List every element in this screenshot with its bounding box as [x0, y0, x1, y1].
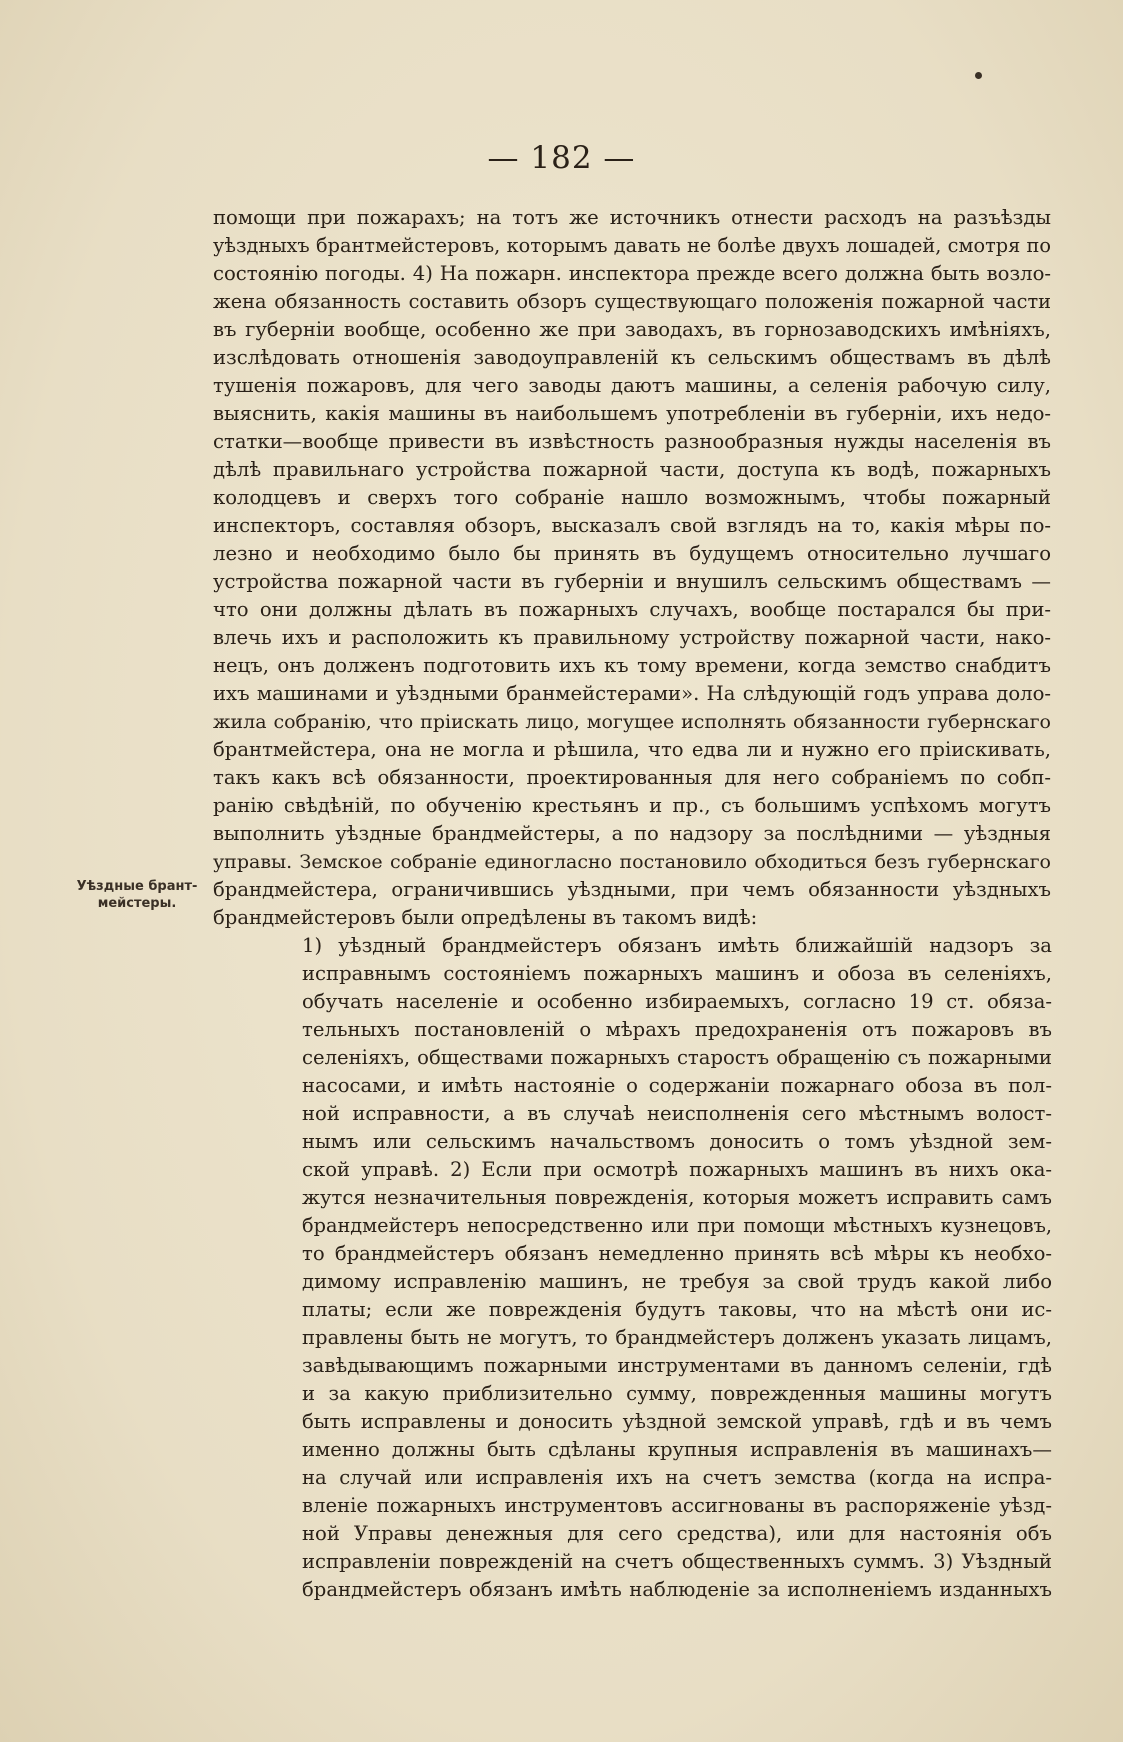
- indented-line: ной Управы денежныя для сего средства), или для настоянія объ: [302, 1522, 1052, 1545]
- text-line: устройства пожарной части въ губерніи и внушилъ сельскимъ обществамъ —: [213, 570, 1051, 593]
- indented-line: ной исправности, а въ случаѣ неисполненія сего мѣстнымъ волост-: [302, 1102, 1052, 1125]
- text-line: брантмейстера, она не могла и рѣшила, что едва ли и нужно его пріискивать,: [213, 738, 1051, 761]
- indented-line: быть исправлены и доносить уѣздной земской управѣ, гдѣ и въ чемъ: [302, 1410, 1052, 1433]
- text-line: состоянію погоды. 4) На пожарн. инспектора прежде всего должна быть возло-: [213, 262, 1051, 285]
- text-line: дѣлѣ правильнаго устройства пожарной части, доступа къ водѣ, пожарныхъ: [213, 458, 1051, 481]
- ink-speck: [975, 72, 982, 79]
- margin-note-line: Уѣздные брант-: [76, 879, 198, 894]
- indented-line: селеніяхъ, обществами пожарныхъ старостъ обращенію съ пожарными: [302, 1046, 1052, 1069]
- text-line: лезно и необходимо было бы принять въ будущемъ относительно лучшаго: [213, 542, 1051, 565]
- text-line: влечь ихъ и расположить къ правильному устройству пожарной части, нако-: [213, 626, 1051, 649]
- indented-line: и за какую приблизительно сумму, поврежденныя машины могутъ: [302, 1382, 1052, 1405]
- text-line: статки—вообще привести въ извѣстность разнообразныя нужды населенія въ: [213, 430, 1051, 453]
- text-line: жила собранію, что пріискать лицо, могущее исполнять обязанности губернскаго: [213, 711, 1051, 733]
- text-line: ихъ машинами и уѣздными бранмейстерами». На слѣдующій годъ управа доло-: [213, 682, 1051, 705]
- text-line: помощи при пожарахъ; на тотъ же источникъ отнести расходъ на разъѣзды: [213, 206, 1051, 229]
- text-line: выполнить уѣздные брандмейстеры, а по надзору за послѣдними — уѣздныя: [213, 822, 1051, 845]
- text-line: инспекторъ, составляя обзоръ, высказалъ свой взглядъ на то, какія мѣры по-: [213, 514, 1051, 537]
- text-line: колодцевъ и сверхъ того собраніе нашло возможнымъ, чтобы пожарный: [213, 486, 1051, 509]
- indented-line: тельныхъ постановленій о мѣрахъ предохраненія отъ пожаровъ въ: [302, 1018, 1052, 1041]
- indented-line: платы; если же поврежденія будутъ таковы, что на мѣстѣ они ис-: [302, 1298, 1052, 1321]
- indented-line: исправнымъ состояніемъ пожарныхъ машинъ и обоза въ селеніяхъ,: [302, 962, 1052, 985]
- text-line: что они должны дѣлать въ пожарныхъ случахъ, вообще постарался бы при-: [213, 598, 1051, 621]
- indented-line: брандмейстеръ обязанъ имѣть наблюденіе за исполненіемъ изданныхъ: [302, 1578, 1052, 1601]
- indented-line: брандмейстеръ непосредственно или при помощи мѣстныхъ кузнецовъ,: [302, 1214, 1052, 1237]
- text-line: уѣздныхъ брантмейстеровъ, которымъ давать не болѣе двухъ лошадей, смотря по: [213, 234, 1051, 257]
- indented-line: правлены быть не могутъ, то брандмейстеръ долженъ указать лицамъ,: [302, 1326, 1052, 1349]
- text-line: нецъ, онъ долженъ подготовить ихъ къ тому времени, когда земство снабдитъ: [213, 654, 1051, 677]
- indented-line: обучать населеніе и особенно избираемыхъ, согласно 19 ст. обяза-: [302, 990, 1052, 1013]
- indented-line: насосами, и имѣть настояніе о содержаніи пожарнаго обоза въ пол-: [302, 1074, 1052, 1097]
- indented-line: завѣдывающимъ пожарными инструментами въ данномъ селеніи, гдѣ: [302, 1354, 1052, 1377]
- text-line: управы. Земское собраніе единогласно постановило обходиться безъ губернскаго: [213, 851, 1051, 873]
- text-line: такъ какъ всѣ обязанности, проектированныя для него собраніемъ по собп-: [213, 766, 1051, 789]
- text-line: ранію свѣдѣній, по обученію крестьянъ и пр., съ большимъ успѣхомъ могутъ: [213, 794, 1051, 817]
- margin-note-line: мейстеры.: [97, 896, 177, 911]
- main-text: [213, 204, 1051, 932]
- text-line: жена обязанность составить обзоръ существующаго положенія пожарной части: [213, 290, 1051, 313]
- text-line: выяснить, какія машины въ наибольшемъ употребленіи въ губерніи, ихъ недо-: [213, 402, 1051, 425]
- indented-text: [302, 932, 1052, 1604]
- indented-line: то брандмейстеръ обязанъ немедленно принять всѣ мѣры къ необхо-: [302, 1242, 1052, 1265]
- indented-line: ской управѣ. 2) Если при осмотрѣ пожарныхъ машинъ въ нихъ ока-: [302, 1158, 1052, 1181]
- indented-line: жутся незначительныя поврежденія, которыя можетъ исправить самъ: [302, 1186, 1052, 1209]
- text-line: брандмейстера, ограничившись уѣздными, при чемъ обязанности уѣздныхъ: [213, 878, 1051, 901]
- text-line: въ губерніи вообще, особенно же при заводахъ, въ горнозаводскихъ имѣніяхъ,: [213, 318, 1051, 341]
- margin-note: [62, 878, 212, 912]
- indented-line: 1) уѣздный брандмейстеръ обязанъ имѣть ближайшій надзоръ за: [302, 934, 1052, 957]
- indented-line: на случай или исправленія ихъ на счетъ земства (когда на испра-: [302, 1466, 1052, 1489]
- indented-line: исправленіи поврежденій на счетъ общественныхъ суммъ. 3) Уѣздный: [302, 1550, 1052, 1573]
- text-line: изслѣдовать отношенія заводоуправленій къ сельскимъ обществамъ въ дѣлѣ: [213, 346, 1051, 369]
- indented-line: вленіе пожарныхъ инструментовъ ассигнованы въ распоряженіе уѣзд-: [302, 1494, 1052, 1517]
- page-number: — 182 —: [487, 140, 636, 176]
- text-line: тушенія пожаровъ, для чего заводы даютъ машины, а селенія рабочую силу,: [213, 374, 1051, 397]
- indented-line: нымъ или сельскимъ начальствомъ доносить о томъ уѣздной зем-: [302, 1130, 1052, 1153]
- indented-line: именно должны быть сдѣланы крупныя исправленія въ машинахъ—: [302, 1438, 1052, 1461]
- text-line: брандмейстеровъ были опредѣлены въ такомъ видѣ:: [213, 906, 758, 929]
- indented-line: димому исправленію машинъ, не требуя за свой трудъ какой либо: [302, 1270, 1052, 1293]
